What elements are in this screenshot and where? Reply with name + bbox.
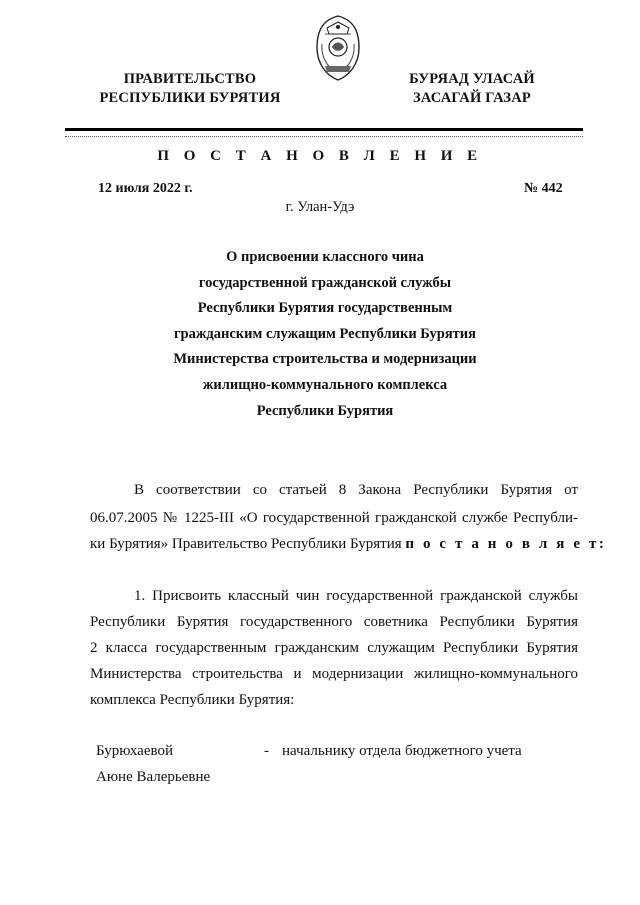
- title-line: гражданским служащим Республики Бурятия: [173, 325, 477, 342]
- government-name-buryat: [392, 70, 552, 108]
- government-name-russian: [85, 70, 295, 108]
- clause-line: 2 класса государственным гражданским служащим Республики Бурятия: [90, 640, 578, 656]
- header-divider-thin: [65, 136, 583, 137]
- government-name-line: РЕСПУБЛИКИ БУРЯТИЯ: [99, 90, 281, 106]
- document-number: № 442: [524, 181, 563, 196]
- document-city: г. Улан-Удэ: [285, 199, 355, 215]
- appointee-position: начальнику отдела бюджетного учета: [282, 743, 522, 759]
- preamble-text: ки Бурятия» Правительство Республики Бурятия: [90, 536, 406, 552]
- document-title: [130, 245, 520, 424]
- preamble-line: 06.07.2005 № 1225-III «О государственной гражданской службе Республи-: [90, 510, 578, 526]
- preamble-line: [90, 536, 607, 553]
- appointee-given-names: Аюне Валерьевне: [96, 769, 211, 785]
- clause-line: Республики Бурятия государственного советника Республики Бурятия: [90, 614, 578, 630]
- appointee-surname: Бурюхаевой: [96, 743, 173, 759]
- government-name-line: БУРЯАД УЛАСАЙ: [409, 71, 535, 87]
- preamble-line: В соответствии со статьей 8 Закона Республики Бурятия от: [134, 482, 578, 498]
- title-line: государственной гражданской службы: [198, 274, 452, 291]
- clause-line: комплекса Республики Бурятия:: [90, 692, 295, 708]
- clause-line: 1. Присвоить классный чин государственной гражданской службы: [134, 588, 578, 604]
- preamble-resolves: п о с т а н о в л я е т:: [405, 536, 607, 552]
- document-type: П О С Т А Н О В Л Е Н И Е: [157, 148, 483, 164]
- title-line: Министерства строительства и модернизации: [173, 351, 477, 368]
- crest-icon: [313, 14, 363, 82]
- document-date: 12 июля 2022 г.: [98, 181, 193, 196]
- title-line: Республики Бурятия государственным: [197, 300, 453, 317]
- government-name-line: ПРАВИТЕЛЬСТВО: [123, 71, 257, 87]
- title-line: О присвоении классного чина: [226, 249, 424, 265]
- appointee-dash: -: [264, 743, 269, 759]
- title-line: Республики Бурятия: [256, 402, 394, 419]
- clause-line: Министерства строительства и модернизации жилищно-коммунального: [90, 666, 578, 682]
- title-line: жилищно-коммунального комплекса: [202, 376, 448, 393]
- government-name-line: ЗАСАГАЙ ГАЗАР: [413, 90, 531, 106]
- header-divider: [65, 128, 583, 131]
